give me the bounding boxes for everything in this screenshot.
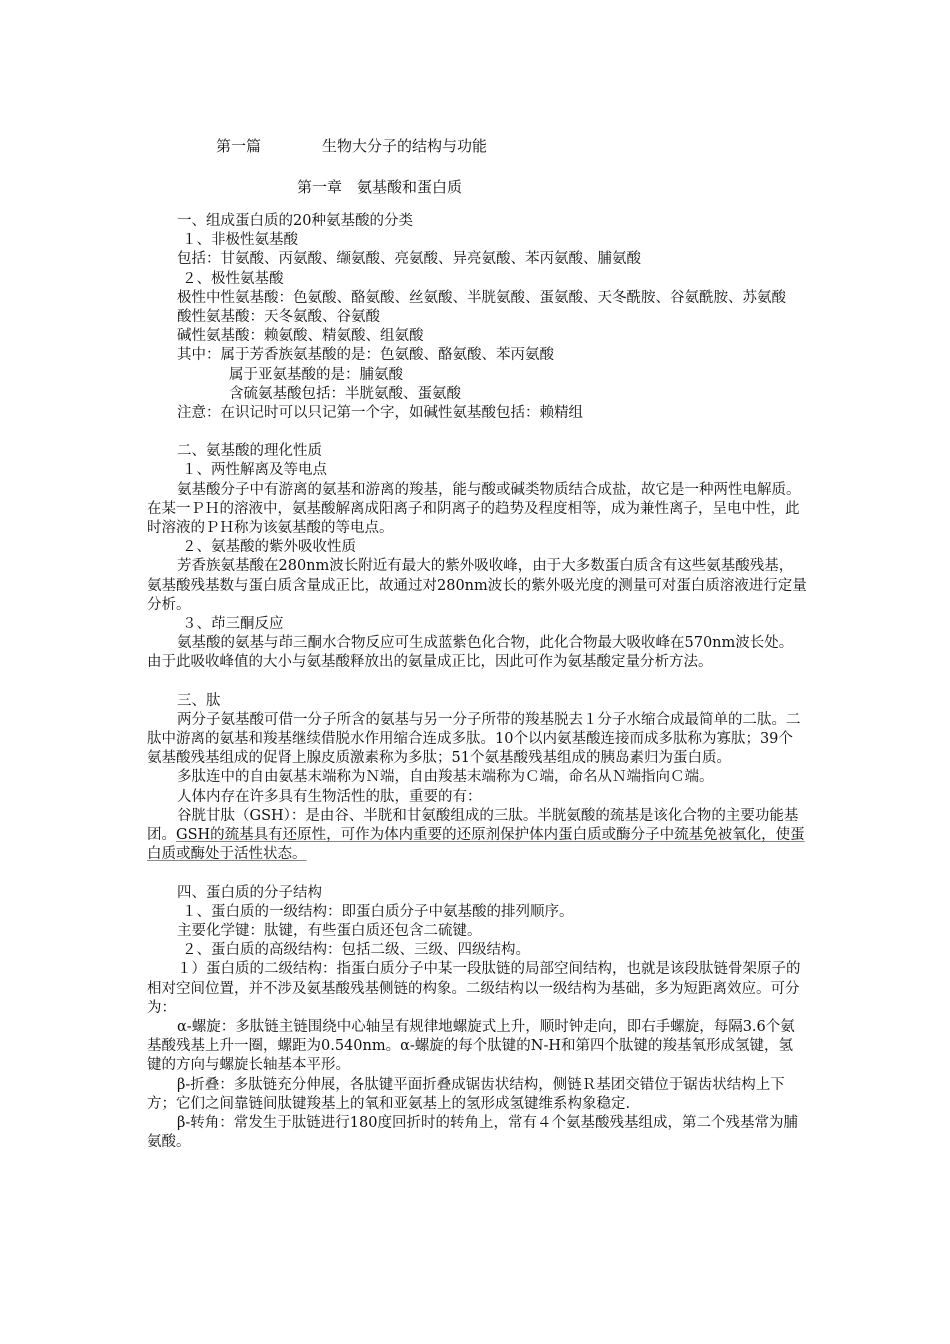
subheading-isoelectric: １、两性解离及等电点 — [182, 462, 327, 479]
subheading-uv: ２、氨基酸的紫外吸收性质 — [182, 539, 356, 556]
aromatic-list: 其中：属于芳香族氨基酸的是：色氨酸、酪氨酸、苯丙氨酸 — [177, 347, 554, 364]
subheading-primary: １、蛋白质的一级结构：即蛋白质分子中氨基酸的排列顺序。 — [182, 903, 574, 920]
gsh-definition: 谷胱甘肽（GSH）：是由谷、半胱和甘氨酸组成的三肽。半胱氨酸的巯基是该化合物的主要功能基团。 — [147, 807, 799, 844]
part-title — [216, 135, 487, 156]
section-heading-4: 四、蛋白质的分子结构 — [177, 884, 322, 901]
part-subject: 生物大分子的结构与功能 — [322, 137, 488, 155]
bioactive-peptide-paragraph: 人体内存在许多具有生物活性的肽，重要的有： — [177, 788, 482, 805]
section-heading-2: 二、氨基酸的理化性质 — [177, 443, 322, 460]
uv-paragraph: 芳香族氨基酸在280nm波长附近有最大的紫外吸收峰，由于大多数蛋白质含有这些氨基酸残基，氨基酸残基数与蛋白质含量成正比，故通过对280nm波长的紫外吸光度的测量可对蛋白质溶液进行定量分析。 — [147, 558, 807, 613]
alpha-helix-paragraph: α-螺旋：多肽链主链围绕中心轴呈有规律地螺旋式上升，顺时钟走向，即右手螺旋，每隔3.6个氨基酸残基上升一圈，螺距为0.540nm。α-螺旋的每个肽键的N-H和第四个肽键的羧基氧形成氢键，氢键的方向与螺旋长轴基本平形。 — [147, 1018, 795, 1074]
subheading-nonpolar: １、非极性氨基酸 — [182, 232, 298, 249]
ninhydrin-paragraph: 氨基酸的氨基与茚三酮水合物反应可生成蓝紫色化合物，此化合物最大吸收峰在570nm波长处。由于此吸收峰值的大小与氨基酸释放出的氨量成正比，因此可作为氨基酸定量分析方法。 — [147, 635, 794, 671]
polar-neutral-list: 极性中性氨基酸：色氨酸、酪氨酸、丝氨酸、半胱氨酸、蛋氨酸、天冬酰胺、谷氨酰胺、苏氨酸 — [177, 289, 786, 306]
nonpolar-list: 包括：甘氨酸、丙氨酸、缬氨酸、亮氨酸、异亮氨酸、苯丙氨酸、脯氨酸 — [177, 251, 641, 268]
isoelectric-paragraph: 氨基酸分子中有游离的氨基和游离的羧基，能与酸或碱类物质结合成盐，故它是一种两性电解质。在某一ＰＨ的溶液中，氨基酸解离成阳离子和阴离子的趋势及程度相等，成为兼性离子，呈电中性，此时溶液的ＰＨ称为该氨基酸的等电点。 — [147, 481, 801, 537]
section-heading-1: 一、组成蛋白质的20种氨基酸的分类 — [177, 213, 413, 229]
beta-turn-paragraph: β-转角：常发生于肽链进行180度回折时的转角上，常有４个氨基酸残基组成，第二个残基常为脯氨酸。 — [147, 1114, 798, 1151]
peptide-paragraph: 两分子氨基酸可借一分子所含的氨基与另一分子所带的羧基脱去１分子水缩合成最简单的二肽。二肽中游离的氨基和羧基继续借脱水作用缩合连成多肽。10个以内氨基酸连接而成多肽称为寡肽；39个氨基酸残基组成的促肾上腺皮质激素称为多肽；51个氨基酸残基组成的胰岛素归为蛋白质。 — [147, 711, 801, 767]
subheading-higher: ２、蛋白质的高级结构：包括二级、三级、四级结构。 — [182, 942, 530, 959]
subheading-ninhydrin: ３、茚三酮反应 — [182, 616, 284, 633]
terminus-paragraph: 多肽连中的自由氨基末端称为Ｎ端，自由羧基末端称为Ｃ端，命名从Ｎ端指向Ｃ端。 — [177, 769, 714, 786]
sulfur-list: 含硫氨基酸包括：半胱氨酸、蛋氨酸 — [229, 385, 461, 402]
acidic-list: 酸性氨基酸：天冬氨酸、谷氨酸 — [177, 309, 380, 326]
secondary-paragraph: １）蛋白质的二级结构：指蛋白质分子中某一段肽链的局部空间结构，也就是该段肽链骨架原子的相对空间位置，并不涉及氨基酸残基侧链的构象。二级结构以一级结构为基础，多为短距离效应。可分为： — [147, 961, 801, 1016]
gsh-paragraph — [147, 807, 807, 865]
memory-note: 注意：在识记时可以只记第一个字，如碱性氨基酸包括：赖精组 — [177, 405, 583, 422]
subheading-polar: ２、极性氨基酸 — [182, 270, 284, 287]
imino-list: 属于亚氨基酸的是：脯氨酸 — [229, 366, 403, 383]
part-label: 第一篇 — [216, 137, 262, 155]
primary-bond: 主要化学键：肽键，有些蛋白质还包含二硫键。 — [177, 922, 482, 939]
document-body — [147, 212, 807, 1152]
basic-list: 碱性氨基酸：赖氨酸、精氨酸、组氨酸 — [177, 328, 424, 345]
beta-sheet-paragraph: β-折叠：多肽链充分伸展，各肽键平面折叠成锯齿状结构，侧链Ｒ基团交错位于锯齿状结构上下方；它们之间靠链间肽键羧基上的氧和亚氨基上的氢形成氢键维系构象稳定. — [147, 1076, 785, 1112]
gsh-function: GSH的巯基具有还原性，可作为体内重要的还原剂保护体内蛋白质或酶分子中巯基免被氧化，使蛋白质或酶处于活性状态。 — [147, 827, 805, 863]
chapter-title: 第一章 氨基酸和蛋白质 — [297, 178, 463, 196]
section-heading-3: 三、肽 — [177, 692, 221, 709]
